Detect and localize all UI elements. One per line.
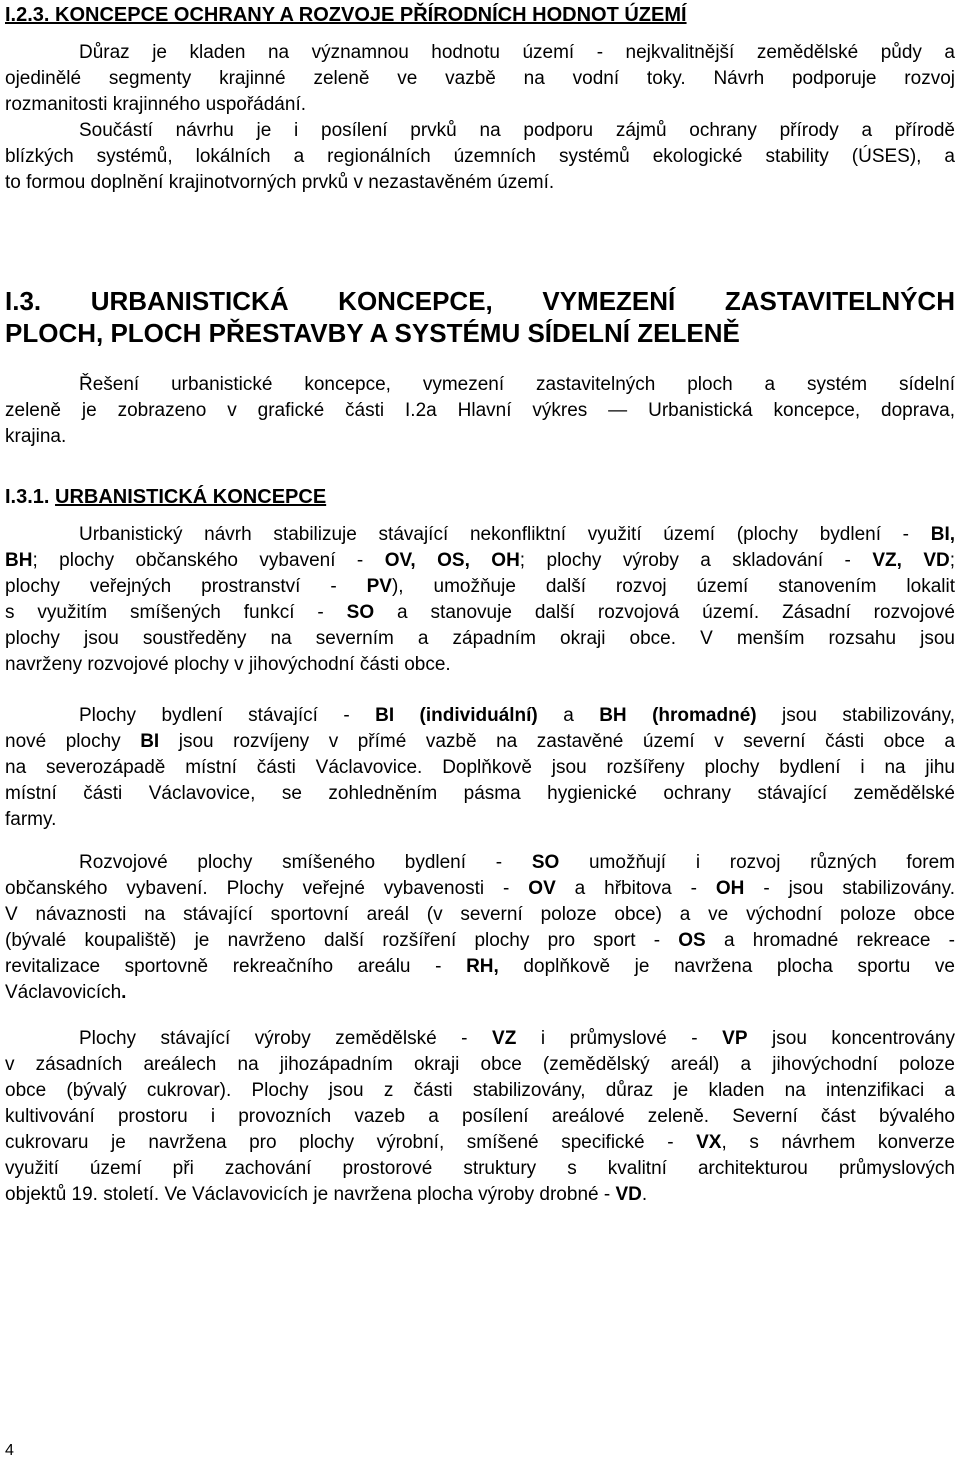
text-line: blízkých systémů, lokálních a regionálních územních systémů ekologické stability (ÚSES), a [5,146,955,167]
text-line: Součástí návrhu je i posílení prvků na podporu zájmů ochrany přírody a přírodě [79,120,955,141]
paragraph-priority-values [5,40,955,118]
text-line: rozmanitosti krajinného uspořádání. [5,94,307,115]
text-line: revitalizace sportovně rekreačního areálu - RH, doplňkově je navržena plocha sportu ve [5,956,955,977]
text-line: farmy. [5,809,57,830]
text-line: s využitím smíšených funkcí - SO a stanovuje další rozvojová území. Zásadní rozvojové [5,602,955,623]
paragraph-housing [5,703,955,833]
text-line: krajina. [5,426,67,447]
paragraph-nature-protection [5,118,955,196]
text-line: Urbanistický návrh stabilizuje stávající nekonfliktní využití území (plochy bydlení - BI, [79,524,955,545]
paragraph-mixed-housing [5,850,955,1006]
heading-line: PLOCH, PLOCH PŘESTAVBY A SYSTÉMU SÍDELNÍ ZELENĚ [5,318,740,348]
text-line: nové plochy BI jsou rozvíjeny v přímé vazbě na zastavěné území v severní části obce a [5,731,955,752]
text-line: (bývalé koupaliště) je navrženo další rozšíření plochy pro sport - OS a hromadné rekreace - [5,930,955,951]
text-line: Václavovicích. [5,982,127,1003]
paragraph-urbanistic-design [5,522,955,678]
text-line: ojedinělé segmenty krajinné zeleně ve vazbě na vodní toky. Návrh podporuje rozvoj [5,68,955,89]
section-heading-i-3 [5,285,955,349]
text-line: cukrovaru je navržena pro plochy výrobní, smíšené specifické - VX, s návrhem konverze [5,1132,955,1153]
text-line: plochy jsou soustředěny na severním a západním okraji obce. V menším rozsahu jsou [5,628,955,649]
heading-number: I.3.1. [5,486,56,508]
text-line: kultivování prostoru i provozních vazeb a posílení areálové zeleně. Severní část bývalého [5,1106,955,1127]
text-line: Řešení urbanistické koncepce, vymezení zastavitelných ploch a systém sídelní [79,374,955,395]
heading-line: I.3. URBANISTICKÁ KONCEPCE, VYMEZENÍ ZASTAVITELNÝCH [5,286,955,316]
text-line: Důraz je kladen na významnou hodnotu území - nejkvalitnější zemědělské půdy a [79,42,955,63]
text-line: využití území při zachování prostorové struktury s kvalitní architekturou průmyslových [5,1158,955,1179]
text-line: BH; plochy občanského vybavení - OV, OS, OH; plochy výroby a skladování - VZ, VD; [5,550,955,571]
text-line: Plochy bydlení stávající - BI (individuální) a BH (hromadné) jsou stabilizovány, [79,705,955,726]
section-heading-i-2-3: I.2.3. KONCEPCE OCHRANY A ROZVOJE PŘÍRODNÍCH HODNOT ÚZEMÍ [5,4,687,26]
text-line: zeleně je zobrazeno v grafické části I.2a Hlavní výkres — Urbanistická koncepce, doprava, [5,400,955,421]
paragraph-production [5,1026,955,1208]
text-line: plochy veřejných prostranství - PV), umožňuje další rozvoj území stanovením lokalit [5,576,955,597]
text-line: V návaznosti na stávající sportovní areál (v severní poloze obce) a ve východní poloze obce [5,904,955,925]
text-line: v zásadních areálech na jihozápadním okraji obce (zemědělský areál) a jihovýchodní poloze [5,1054,955,1075]
text-line: to formou doplnění krajinotvorných prvků v nezastavěném území. [5,172,555,193]
text-line: Plochy stávající výroby zemědělské - VZ i průmyslové - VP jsou koncentrovány [79,1028,955,1049]
text-line: obce (bývalý cukrovar). Plochy jsou z části stabilizovány, důraz je kladen na intenzifikaci a [5,1080,955,1101]
text-line: místní části Václavovice, se zohledněním pásma hygienické ochrany stávající zemědělské [5,783,955,804]
text-line: na severozápadě místní části Václavovice. Doplňkově jsou rozšířeny plochy bydlení i na jihu [5,757,955,778]
paragraph-urbanistic-concept-reference [5,372,955,450]
text-line: Rozvojové plochy smíšeného bydlení - SO umožňují i rozvoj různých forem [79,852,955,873]
text-line: objektů 19. století. Ve Václavovicích je navržena plocha výroby drobné - VD. [5,1184,648,1205]
text-line: občanského vybavení. Plochy veřejné vybavenosti - OV a hřbitova - OH - jsou stabilizovány. [5,878,955,899]
section-heading-i-3-1 [5,484,326,510]
text-line: navrženy rozvojové plochy v jihovýchodní části obce. [5,654,451,675]
heading-title: URBANISTICKÁ KONCEPCE [55,486,327,508]
page-number: 4 [5,1442,14,1459]
